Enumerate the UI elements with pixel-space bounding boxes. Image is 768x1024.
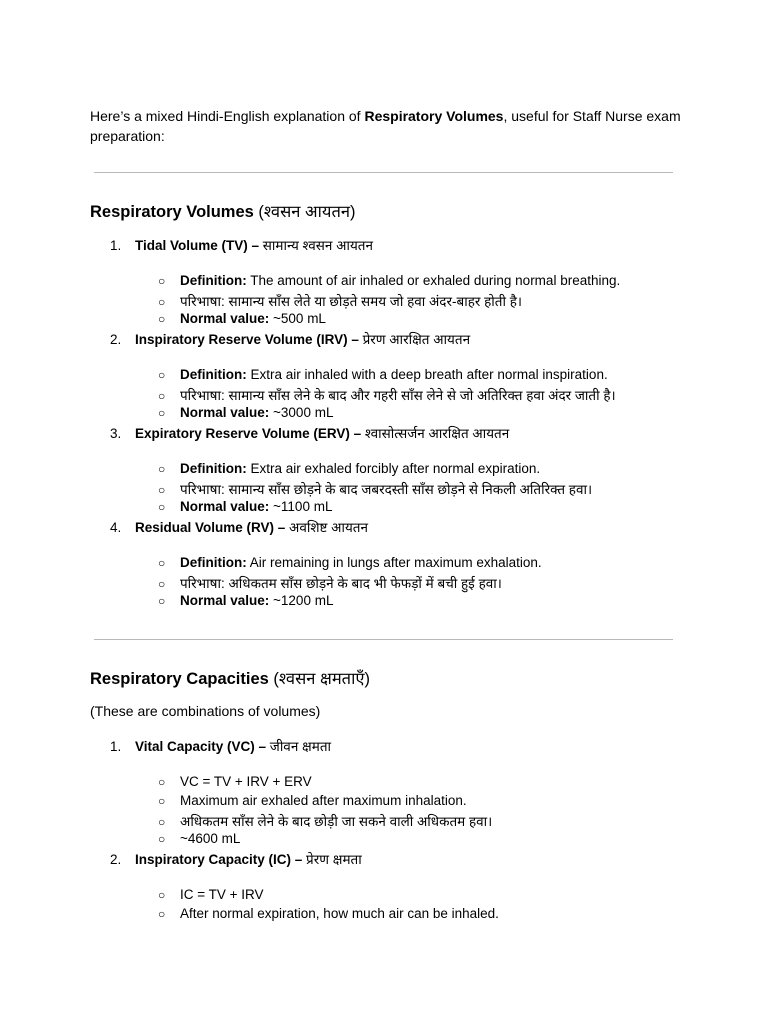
sub-list-item: ○ Definition: Extra air exhaled forcibly after normal expiration. [158,461,541,476]
sub-list-item: ○ Definition: Extra air inhaled with a deep breath after normal inspiration. [158,367,608,382]
sub-list-item: ○ Definition: Air remaining in lungs after maximum exhalation. [158,555,542,570]
list-item: 2. Inspiratory Capacity (IC) – प्रेरण क्षमता [110,852,362,867]
list-item: 4. Residual Volume (RV) – अवशिष्ट आयतन [110,520,368,535]
intro-bold-term: Respiratory Volumes [364,108,504,124]
capacities-note: (These are combinations of volumes) [90,703,321,719]
list-item: 1. Tidal Volume (TV) – सामान्य श्वसन आयतन [110,238,373,253]
section-heading-capacities: Respiratory Capacities (श्वसन क्षमताएँ) [90,670,370,688]
sub-list-item: ○ परिभाषा: अधिकतम साँस छोड़ने के बाद भी फेफड़ों में बची हुई हवा। [158,576,502,591]
divider [94,172,673,173]
sub-list-item: ○ Normal value: ~500 mL [158,311,326,326]
divider [94,639,673,640]
sub-list-item: ○ Normal value: ~3000 mL [158,405,334,420]
list-item: 3. Expiratory Reserve Volume (ERV) – श्वासोत्सर्जन आरक्षित आयतन [110,426,510,441]
list-item: 2. Inspiratory Reserve Volume (IRV) – प्रेरण आरक्षित आयतन [110,332,471,347]
sub-list-item: ○ Normal value: ~1200 mL [158,593,334,608]
sub-list-item: ○ परिभाषा: सामान्य साँस लेने के बाद और गहरी साँस लेने से जो अतिरिक्त हवा अंदर जाती है। [158,388,616,403]
sub-list-item: ○ IC = TV + IRV [158,887,264,902]
sub-list-item: ○ After normal expiration, how much air can be inhaled. [158,906,499,921]
sub-list-item: ○ Maximum air exhaled after maximum inhalation. [158,793,467,808]
sub-list-item: ○ परिभाषा: सामान्य साँस लेते या छोड़ते समय जो हवा अंदर-बाहर होती है। [158,294,523,309]
section-heading-volumes: Respiratory Volumes (श्वसन आयतन) [90,203,356,221]
sub-list-item: ○ अधिकतम साँस लेने के बाद छोड़ी जा सकने वाली अधिकतम हवा। [158,814,493,829]
sub-list-item: ○ Normal value: ~1100 mL [158,499,333,514]
list-item: 1. Vital Capacity (VC) – जीवन क्षमता [110,739,332,754]
sub-list-item: ○ Definition: The amount of air inhaled or exhaled during normal breathing. [158,273,621,288]
sub-list-item: ○ VC = TV + IRV + ERV [158,774,312,789]
intro-paragraph: Here’s a mixed Hindi-English explanation of Respiratory Volumes, useful for Staff Nurse exam preparation: [90,108,681,144]
sub-list-item: ○ ~4600 mL [158,831,241,846]
sub-list-item: ○ परिभाषा: सामान्य साँस छोड़ने के बाद जबरदस्ती साँस छोड़ने से निकली अतिरिक्त हवा। [158,482,593,497]
